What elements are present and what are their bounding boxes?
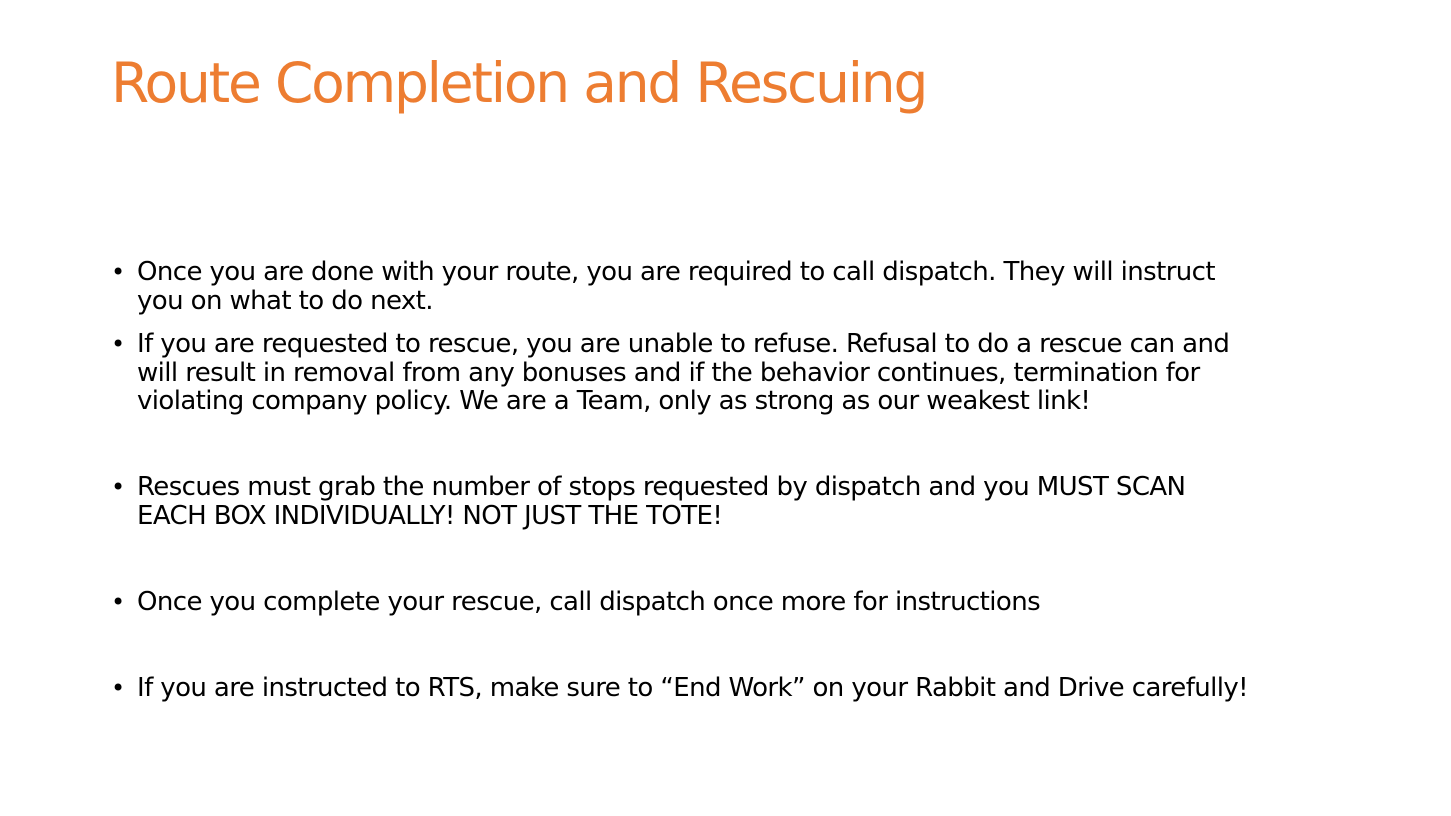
bullet-point-icon: • bbox=[111, 330, 125, 358]
bullet-line: will result in removal from any bonuses and if the behavior continues, termination for bbox=[137, 357, 1200, 388]
bullet-point-icon: • bbox=[111, 473, 125, 501]
bullet-text bbox=[137, 330, 1361, 416]
bullet-text bbox=[137, 674, 1361, 703]
bullet-point-icon: • bbox=[111, 674, 125, 702]
bullet-line: If you are requested to rescue, you are unable to refuse. Refusal to do a rescue can and bbox=[137, 329, 1230, 359]
bullet-line: Rescues must grab the number of stops requested by dispatch and you MUST SCAN bbox=[137, 472, 1186, 502]
bullet-item bbox=[111, 473, 1361, 530]
bullet-item bbox=[111, 258, 1361, 315]
bullet-point-icon: • bbox=[111, 588, 125, 616]
slide-title: Route Completion and Rescuing bbox=[111, 51, 927, 115]
bullet-point-icon: • bbox=[111, 258, 125, 286]
bullet-line: EACH BOX INDIVIDUALLY! NOT JUST THE TOTE! bbox=[137, 500, 723, 531]
bullet-line: you on what to do next. bbox=[137, 285, 433, 316]
bullet-text bbox=[137, 258, 1361, 315]
bullet-text bbox=[137, 588, 1361, 617]
bullet-item bbox=[111, 330, 1361, 416]
bullet-text bbox=[137, 473, 1361, 530]
bullet-line: Once you are done with your route, you are required to call dispatch. They will instruct bbox=[137, 257, 1215, 287]
bullet-item bbox=[111, 674, 1361, 703]
bullet-line: Once you complete your rescue, call dispatch once more for instructions bbox=[137, 587, 1041, 617]
bullet-line: If you are instructed to RTS, make sure to “End Work” on your Rabbit and Drive carefully! bbox=[137, 673, 1248, 703]
bullet-item bbox=[111, 588, 1361, 617]
bullet-line: violating company policy. We are a Team, only as strong as our weakest link! bbox=[137, 386, 1091, 416]
